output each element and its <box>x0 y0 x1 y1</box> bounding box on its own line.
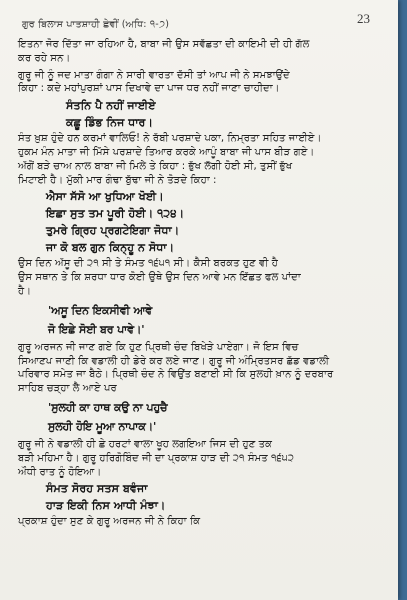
quote-line: ਜੋ ਇਛੇ ਸੋਈ ਬਰ ਪਾਵੇ।' <box>48 322 145 336</box>
verse-line: ਸੰਤਨਿ ਪੈ ਨਹੀਂ ਜਾਈਏ <box>66 99 156 113</box>
paragraph-line: ਗੁਰੂ ਅਰਜਨ ਜੀ ਜਾਣ ਗਏ ਕਿ ਹੁਣ ਪ੍ਰਿਥੀ ਚੰਦ ਬਿਖੇੜੇ ਪਾਏਗਾ। ਜੋ ਇਸ ਵਿਚ <box>18 341 299 353</box>
paragraph-line: ਹੁਕਮ ਮੰਨ ਮਾਤਾ ਜੀ ਮਿੱਸੇ ਪਰਸ਼ਾਦੇ ਤਿਆਰ ਕਰਕੇ ਆਪੂੰ ਬਾਬਾ ਜੀ ਪਾਸ ਬੀੜ ਗਏ। <box>18 146 315 158</box>
verse-line: ਤੁਮਰੇ ਗ੍ਰਿਹ ਪ੍ਰਗਟੇਇਗਾ ਜੋਧਾ। <box>46 224 180 238</box>
quote-line: 'ਸੁਲਹੀ ਕਾ ਹਾਥ ਕਉ ਨਾ ਪਹੁਚੈ <box>48 400 168 414</box>
verse-line: ਕਛੂ ਡਿੰਭ ਨਿਜ ਧਾਰ। <box>66 116 154 130</box>
verse-line: ਹਾੜ ਇਕੀ ਨਿਸ ਆਧੀ ਮੰਝਾ। <box>46 499 166 513</box>
quote-line: 'ਅਸੂ ਦਿਨ ਇਕਸੀਵੀ ਆਵੇ <box>48 303 153 317</box>
paragraph-line: ਕਰ ਰਹੇ ਸਨ। <box>18 52 71 64</box>
paragraph-line: ਸਾਹਿਬ ਚੜ੍ਹਾ ਲੈ ਆਏ ਪਰ <box>18 383 117 395</box>
paragraph-line: ਮਿਟਾਈ ਹੈ। ਮੁੱਕੀ ਮਾਰ ਗੰਢਾ ਬੁੱਢਾ ਜੀ ਨੇ ਤੋੜਦੇ ਕਿਹਾ : <box>18 174 217 186</box>
verse-line: ਜਾ ਕੋ ਬਲ ਗੁਨ ਕਿਨ੍ਹੂ ਨ ਸੋਧਾ। <box>46 241 175 255</box>
paragraph-line: ਪਰਿਵਾਰ ਸਮੇਤ ਜਾ ਬੈਠੇ। ਪ੍ਰਿਥੀ ਚੰਦ ਨੇ ਵਿਉਂਤ ਬਣਾਈ ਸੀ ਕਿ ਸੁਲਹੀ ਖ਼ਾਨ ਨੂੰ ਦਰਬਾਰ <box>18 369 334 381</box>
paragraph-line: ਉਸ ਦਿਨ ਅੱਸੂ ਦੀ ੨੧ ਸੀ ਤੇ ਸੰਮਤ ੧੬੫੧ ਸੀ। ਕੈਸੀ ਬਰਕਤ ਹੁਣ ਵੀ ਹੈ <box>18 258 278 270</box>
paragraph-line: ਔਧੀ ਰਾਤ ਨੂੰ ਹੋਇਆ। <box>18 466 102 478</box>
page-body <box>18 38 390 529</box>
paragraph-line: ਇਤਨਾ ਜੋਰ ਦਿੱਤਾ ਜਾ ਰਹਿਆ ਹੈ, ਬਾਬਾ ਜੀ ਉਸ ਸਵੱਛਤਾ ਦੀ ਕਾਇਮੀ ਦੀ ਹੀ ਗੱਲ <box>18 39 310 50</box>
quote-line: ਸੁਲਹੀ ਹੋਇ ਮੂਆ ਨਾਪਾਕ।' <box>48 419 157 433</box>
paragraph-line: ਬੜੀ ਮਹਿਮਾ ਹੈ। ਗੁਰੂ ਹਰਿਗੋਬਿੰਦ ਜੀ ਦਾ ਪ੍ਰਕਾਸ਼ ਹਾੜ ਦੀ ੨੧ ਸੰਮਤ ੧੬੫੨ <box>18 452 295 464</box>
paragraph-line: ਸਿਆਣਪ ਜਾਣੀ ਕਿ ਵਡਾਲੀ ਹੀ ਡੇਰੇ ਕਰ ਲਏ ਜਾਣ। ਗੁਰੂ ਜੀ ਅੰਮ੍ਰਿਤਸਰ ਛੱਡ ਵਡਾਲੀ <box>18 355 330 367</box>
verse-line: ਐਸਾ ਸੱਸੋ ਆ ਖੁਧਿਆ ਖੋਈ। <box>46 190 164 204</box>
verse-line: ਇਛਾ ਸੁਤ ਤਮ ਪੂਰੀ ਹੋਈ। ੧੨੪। <box>46 207 185 221</box>
paragraph-line: ਸੰਤ ਖ਼ੁਸ਼ ਹੁੰਦੇ ਹਨ ਕਰਮਾਂ ਵਾਲਿਓ! ਨੇ ਰੱਬੀ ਪਰਸ਼ਾਦੇ ਪਕਾ, ਨਿਮ੍ਰਤਾ ਸਹਿਤ ਜਾਈਏ। <box>18 133 322 145</box>
paragraph-line: ਅੱਗੋਂ ਬੜੇ ਚਾਅ ਨਾਲ ਬਾਬਾ ਜੀ ਮਿਲੇ ਤੇ ਕਿਹਾ : ਭੁੱਖ ਲੱਗੀ ਹੋਈ ਸੀ, ਤੁਸੀਂ ਭੁੱਖ <box>18 160 293 172</box>
paragraph-line: ਹੈ। <box>18 285 32 297</box>
verse-line: ਸੰਮਤ ਸੋਰਹ ਸਤਸ ਬਵੰਜਾ <box>46 482 148 496</box>
paragraph-line: ਉਸ ਸਥਾਨ ਤੇ ਕਿ ਸ਼ਰਧਾ ਧਾਰ ਕੋਈ ਉਥੇ ਉਸ ਦਿਨ ਆਵੇ ਮਨ ਇੱਛਤ ਫਲ ਪਾਂਦਾ <box>18 272 301 284</box>
paragraph-line: ਕਿਹਾ : ਕਦੇ ਮਹਾਂਪੁਰਸ਼ਾਂ ਪਾਸ ਦਿਖਾਵੇ ਦਾ ਪਾਜ ਧਰ ਨਹੀਂ ਜਾਣਾ ਚਾਹੀਦਾ। <box>18 83 280 95</box>
paragraph-line: ਪ੍ਰਕਾਸ਼ ਹੁੰਦਾ ਸੁਣ ਕੇ ਗੁਰੂ ਅਰਜਨ ਜੀ ਨੇ ਕਿਹਾ ਕਿ <box>18 516 201 528</box>
page-number: 23 <box>357 11 370 26</box>
running-head: ਗੁਰ ਬਿਲਾਸ ਪਾਤਸ਼ਾਹੀ ਛੇਵੀਂ (ਅਧਿ: ੧-੭) <box>22 19 170 30</box>
page-header <box>22 12 370 30</box>
paragraph-line: ਗੁਰੂ ਜੀ ਨੂੰ ਜਦ ਮਾਤਾ ਗੰਗਾ ਨੇ ਸਾਰੀ ਵਾਰਤਾ ਦੱਸੀ ਤਾਂ ਆਪ ਜੀ ਨੇ ਸਮਝਾਉਂਦੇ <box>18 69 290 81</box>
paragraph-line: ਗੁਰੂ ਜੀ ਨੇ ਵਡਾਲੀ ਹੀ ਛੇ ਹਰਟਾਂ ਵਾਲਾ ਖੂਹ ਲਗਇਆ ਜਿਸ ਦੀ ਹੁਣ ਤਕ <box>18 438 273 450</box>
